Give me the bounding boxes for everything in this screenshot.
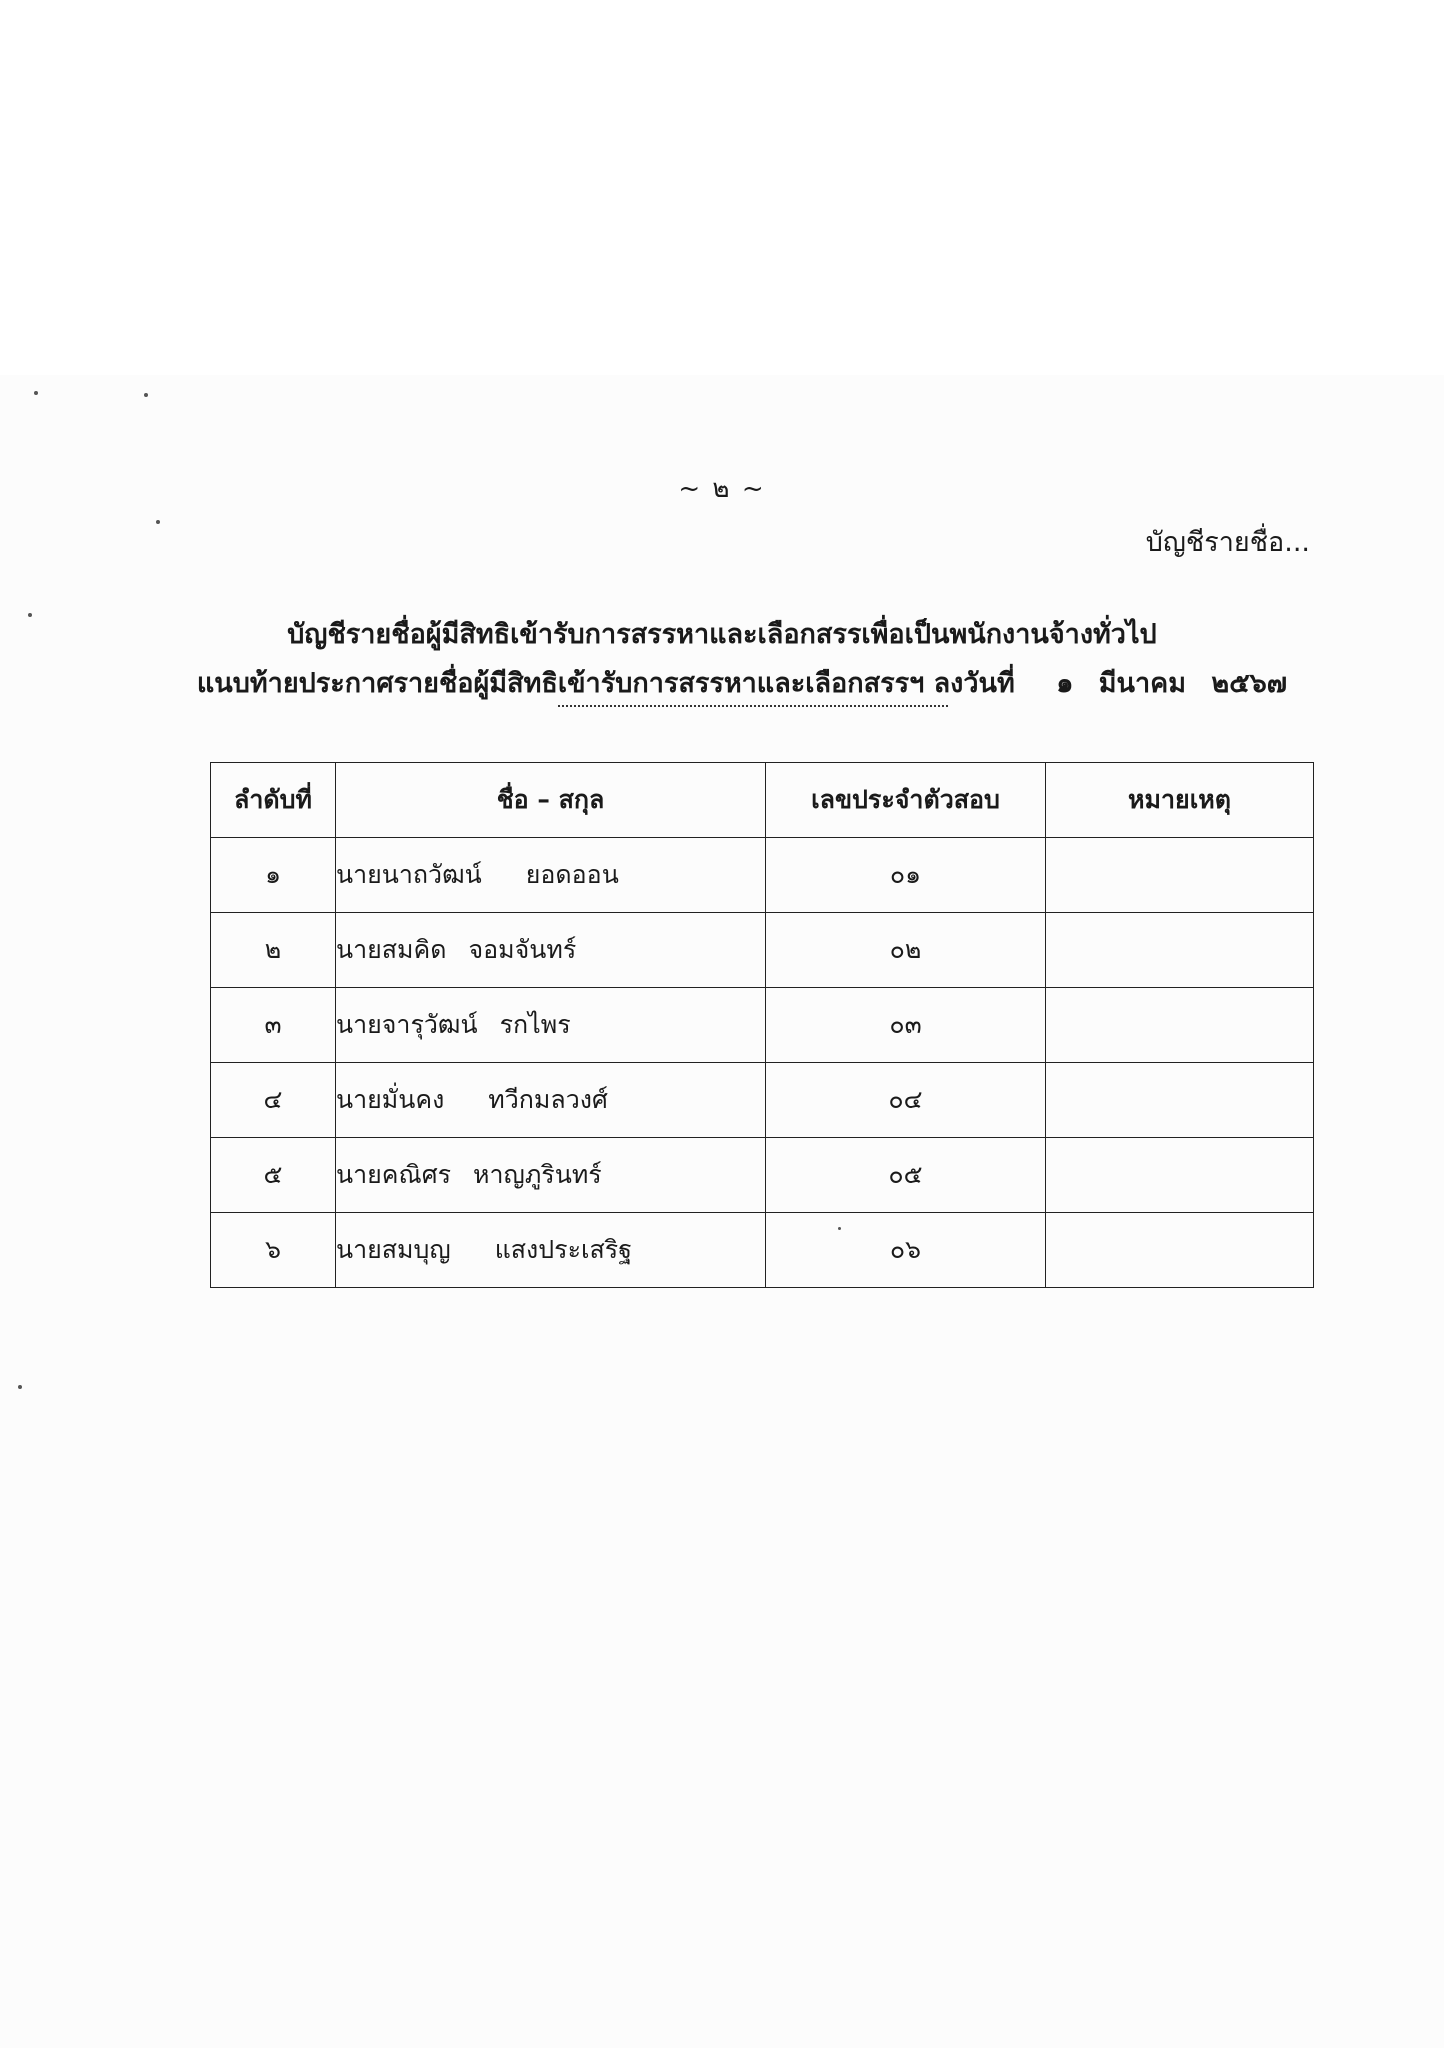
last-name: ยอดออน bbox=[525, 860, 619, 889]
row-name bbox=[336, 1063, 766, 1138]
scan-speck bbox=[34, 391, 38, 395]
row-order: ๕ bbox=[211, 1138, 336, 1213]
row-remark bbox=[1046, 1213, 1314, 1288]
row-remark bbox=[1046, 1138, 1314, 1213]
column-header-exam-id: เลขประจำตัวสอบ bbox=[766, 763, 1046, 838]
scan-speck bbox=[144, 393, 148, 397]
heading-date-day: ๑ bbox=[1056, 668, 1074, 699]
column-header-order: ลำดับที่ bbox=[211, 763, 336, 838]
heading-date-month: มีนาคม bbox=[1098, 668, 1187, 699]
heading-announcement-ref: แนบท้ายประกาศรายชื่อผู้มีสิทธิเข้ารับการสรรหาและเลือกสรรฯ ลงวันที่ bbox=[196, 668, 1015, 699]
first-name: นายสมบุญ bbox=[336, 1235, 451, 1264]
first-name: นายมั่นคง bbox=[336, 1085, 445, 1114]
row-exam-id: ๐๓ bbox=[766, 988, 1046, 1063]
last-name: จอมจันทร์ bbox=[468, 935, 577, 964]
row-order: ๒ bbox=[211, 913, 336, 988]
candidate-table bbox=[210, 762, 1314, 1288]
row-remark bbox=[1046, 988, 1314, 1063]
table-row bbox=[211, 988, 1314, 1063]
last-name: ทวีกมลวงศ์ bbox=[488, 1085, 608, 1114]
row-exam-id: ๐๖ bbox=[766, 1213, 1046, 1288]
scan-speck bbox=[18, 1385, 22, 1389]
column-header-remark: หมายเหตุ bbox=[1046, 763, 1314, 838]
row-remark bbox=[1046, 838, 1314, 913]
column-header-name: ชื่อ – สกุล bbox=[336, 763, 766, 838]
row-name bbox=[336, 1213, 766, 1288]
first-name: นายนาถวัฒน์ bbox=[336, 860, 482, 889]
table-row bbox=[211, 913, 1314, 988]
row-name bbox=[336, 913, 766, 988]
last-name: หาญภูรินทร์ bbox=[473, 1160, 602, 1189]
row-order: ๑ bbox=[211, 838, 336, 913]
first-name: นายคณิศร bbox=[336, 1160, 451, 1189]
row-exam-id: ๐๔ bbox=[766, 1063, 1046, 1138]
row-name bbox=[336, 838, 766, 913]
table-row bbox=[211, 1138, 1314, 1213]
row-exam-id: ๐๒ bbox=[766, 913, 1046, 988]
row-exam-id: ๐๑ bbox=[766, 838, 1046, 913]
table-row bbox=[211, 838, 1314, 913]
row-order: ๓ bbox=[211, 988, 336, 1063]
last-name: รกไพร bbox=[499, 1010, 571, 1039]
continuation-label: บัญชีรายชื่อ... bbox=[1145, 527, 1310, 558]
heading-date-year: ๒๕๖๗ bbox=[1211, 668, 1288, 699]
document-heading-line-1: บัญชีรายชื่อผู้มีสิทธิเข้ารับการสรรหาและเลือกสรรเพื่อเป็นพนักงานจ้างทั่วไป bbox=[287, 619, 1157, 650]
table-row bbox=[211, 1063, 1314, 1138]
first-name: นายจารุวัฒน์ bbox=[336, 1010, 478, 1039]
row-name bbox=[336, 988, 766, 1063]
row-name bbox=[336, 1138, 766, 1213]
dotted-separator bbox=[558, 705, 948, 707]
scan-speck bbox=[156, 520, 160, 524]
first-name: นายสมคิด bbox=[336, 935, 447, 964]
last-name: แสงประเสริฐ bbox=[494, 1235, 633, 1264]
table-header-row bbox=[211, 763, 1314, 838]
row-remark bbox=[1046, 1063, 1314, 1138]
row-order: ๔ bbox=[211, 1063, 336, 1138]
table-row bbox=[211, 1213, 1314, 1288]
row-order: ๖ bbox=[211, 1213, 336, 1288]
scan-margin-top bbox=[0, 0, 1444, 375]
page-number: ~ ๒ ~ bbox=[678, 474, 766, 504]
row-remark bbox=[1046, 913, 1314, 988]
document-heading-line-2 bbox=[20, 661, 1444, 704]
row-exam-id: ๐๕ bbox=[766, 1138, 1046, 1213]
